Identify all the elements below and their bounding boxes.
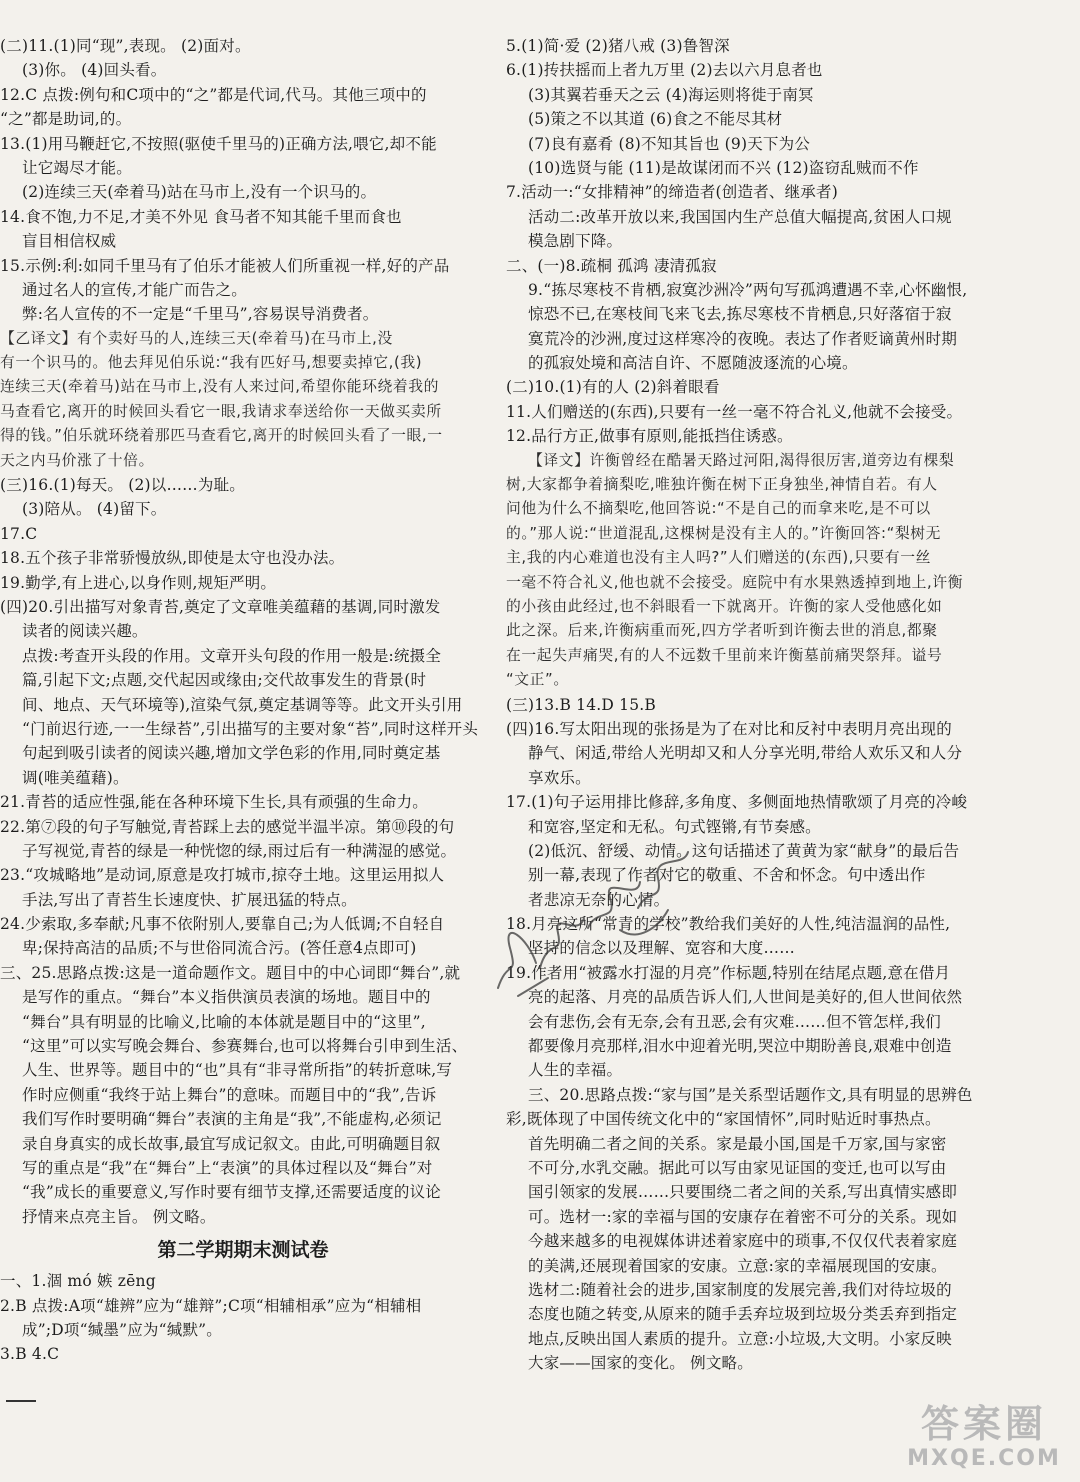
text-line: 在一起失声痛哭,有的人不远数千里前来许衡墓前痛哭祭拜。谥号 (506, 646, 943, 664)
text-line: (7)良有嘉肴 (8)不知其旨也 (9)天下为公 (528, 134, 811, 153)
text-line: 间、地点、天气环境等),渲染气氛,奠定基调等等。此文开头引用 (22, 695, 463, 714)
text-line: 亮的起落、月亮的品质告诉人们,人世间是美好的,但人世间依然 (528, 988, 963, 1007)
text-line: 23.“攻城略地”是动词,原意是攻打城市,掠夺土地。这里运用拟人 (0, 866, 445, 885)
text-line: 国引领家的发展……只要围绕二者之间的关系,写出真情实感即 (528, 1183, 958, 1202)
text-line: 地点,反映出国人素质的提升。立意:小垃圾,大文明。小家反映 (528, 1329, 952, 1348)
section-title: 第二学期期末测试卷 (157, 1239, 329, 1262)
text-line: 树,大家都争着摘梨吃,唯独许衡在树下正身独坐,神情自若。有人 (506, 476, 938, 494)
text-line: 寞荒冷的沙洲,度过这样寒冷的夜晚。表达了作者贬谪黄州时期 (528, 329, 958, 348)
text-line: (2)低沉、舒缓、动情。这句话描述了黄黄为家“献身”的最后告 (528, 841, 960, 860)
text-line: 有一个识马的。他去拜见伯乐说:“我有匹好马,想要卖掉它,(我) (0, 354, 423, 372)
text-line: 13.(1)用马鞭赶它,不按照(驱使千里马的)正确方法,喂它,却不能 (0, 134, 437, 153)
text-line: 一、1.涸 mó 嫉 zēng (0, 1272, 156, 1291)
text-line: 22.第⑦段的句子写触觉,青苔踩上去的感觉半温半凉。第⑩段的句 (0, 817, 455, 836)
text-line: 此之深。后来,许衡病重而死,四方学者听到许衡去世的消息,都聚 (506, 622, 938, 640)
text-line: 的。”那人说:“世道混乱,这棵树是没有主人的。”许衡回答:“梨树无 (506, 524, 942, 542)
text-line: 态度也随之转变,从原来的随手丢弃垃圾到垃圾分类丢弃到指定 (528, 1305, 958, 1324)
text-line: 9.“拣尽寒枝不肯栖,寂寞沙洲冷”两句写孤鸿遭遇不幸,心怀幽恨, (528, 280, 968, 299)
text-line: 句起到吸引读者的阅读兴趣,增加文学色彩的作用,同时奠定基 (22, 744, 441, 763)
handwritten-scribble (488, 838, 728, 1008)
text-line: 马查看它,离开的时候回头看它一眼,我请求奉送给你一天做买卖所 (0, 402, 442, 420)
text-line: 【乙译文】有个卖好马的人,连续三天(牵着马)在马市上,没 (0, 329, 393, 347)
text-line: (10)选贤与能 (11)是故谋闭而不兴 (12)盗窃乱贼而不作 (528, 158, 919, 177)
text-line: 天之内马价涨了十倍。 (0, 451, 154, 469)
text-line: 和宽容,坚定和无私。句式铿锵,有节奏感。 (528, 817, 821, 836)
text-line: 17.(1)句子运用排比修辞,多角度、多侧面地热情歌颂了月亮的冷峻 (506, 793, 968, 812)
text-line: 模急剧下降。 (528, 232, 623, 251)
text-line: “这里”可以实写晚会舞台、参赛舞台,也可以将舞台引申到生活、 (22, 1037, 468, 1056)
text-line: 人生、世界等。题目中的“也”具有“非寻常所指”的转折意味,写 (22, 1061, 453, 1080)
text-line: (3)陪从。 (4)留下。 (22, 500, 167, 519)
text-line: 让它竭尽才能。 (22, 158, 132, 177)
text-line: 大家——国家的变化。 例文略。 (528, 1354, 753, 1373)
text-line: 一毫不符合礼义,他也就不会接受。庭院中有水果熟透掉到地上,许衡 (506, 573, 964, 591)
text-line: 子写视觉,青苔的绿是一种恍惚的绿,雨过后有一种满湿的感觉。 (22, 841, 457, 860)
text-line: 三、20.思路点拨:“家与国”是关系型话题作文,具有明显的思辨色 (528, 1085, 973, 1104)
text-line: 录自身真实的成长故事,最宜写成记叙文。由此,可明确题目叙 (22, 1134, 441, 1153)
text-line: 5.(1)简·爱 (2)猪八戒 (3)鲁智深 (506, 37, 730, 55)
text-line: 24.少索取,多奉献;凡事不依附别人,要靠自己;为人低调;不自轻自 (0, 915, 445, 934)
text-line: (三)13.B 14.D 15.B (506, 695, 657, 714)
text-line: 的孤寂处境和高洁自许、不愿随波逐流的心境。 (528, 354, 858, 373)
text-line: 选材二:随着社会的进步,国家制度的发展完善,我们对待垃圾的 (528, 1280, 952, 1299)
text-line: 14.食不饱,力不足,才美不外见 食马者不知其能千里而食也 (0, 207, 402, 226)
text-line: 会有悲伤,会有无奈,会有丑恶,会有灾难……但不管怎样,我们 (528, 1012, 942, 1031)
text-line: 21.青苔的适应性强,能在各种环境下生长,具有顽强的生命力。 (0, 793, 429, 812)
text-line: 7.活动一:“女排精神”的缔造者(创造者、继承者) (506, 183, 838, 202)
text-line: 静气、闲适,带给人光明却又和人分享光明,带给人欢乐又和人分 (528, 744, 963, 763)
text-line: 者悲凉无奈的心情。 (528, 890, 670, 909)
text-line: 不可分,水乳交融。据此可以写由家见证国的变迁,也可以写由 (528, 1158, 947, 1177)
watermark-bottom-text: MXQE.COM (907, 1446, 1061, 1471)
text-line: 二、(一)8.疏桐 孤鸿 凄清孤寂 (506, 256, 717, 275)
text-line: (2)连续三天(牵着马)站在马市上,没有一个识马的。 (22, 183, 377, 202)
text-line: 调(唯美蕴藉)。 (22, 768, 129, 787)
text-line: 卑;保持高洁的品质;不与世俗同流合污。(答任意4点即可) (22, 939, 417, 958)
text-line: 的小孩由此经过,也不斜眼看一下就离开。许衡的家人受他感化如 (506, 597, 943, 615)
text-line: 都要像月亮那样,泪水中迎着光明,哭泣中期盼善良,艰难中创造 (528, 1037, 952, 1056)
text-line: (四)16.写太阳出现的张扬是为了在对比和反衬中表明月亮出现的 (506, 719, 952, 738)
text-line: 首先明确二者之间的关系。家是最小国,国是千万家,国与家密 (528, 1134, 947, 1153)
text-line: 今越来越多的电视媒体讲述着家庭中的琐事,不仅仅代表着家庭 (528, 1232, 958, 1251)
text-line: 19.勤学,有上进心,以身作则,规矩严明。 (0, 573, 277, 592)
text-line: (二)11.(1)同“现”,表现。 (2)面对。 (0, 37, 251, 55)
text-line: (二)10.(1)有的人 (2)斜着眼看 (506, 378, 720, 397)
text-line: 19.作者用“被露水打湿的月亮”作标题,特别在结尾点题,意在借月 (506, 963, 951, 982)
text-line: 盲目相信权威 (22, 232, 117, 251)
text-line: 写的重点是“我”在“舞台”上“表演”的具体过程以及“舞台”对 (22, 1158, 433, 1177)
text-line: 篇,引起下文;点题,交代起因或缘由;交代故事发生的背景(时 (22, 671, 427, 690)
text-line: 读者的阅读兴趣。 (22, 622, 148, 641)
text-line: 12.C 点拨:例句和C项中的“之”都是代词,代马。其他三项中的 (0, 85, 427, 104)
text-line: 3.B 4.C (0, 1345, 60, 1364)
text-line: 的美满,还展现着国家的安康。立意:家的幸福展现国的安康。 (528, 1256, 947, 1275)
watermark-logo (898, 1402, 1070, 1476)
text-line: 成”;D项“缄墨”应为“缄默”。 (22, 1320, 222, 1339)
page-number-rule (6, 1400, 36, 1402)
text-line: 活动二:改革开放以来,我国国内生产总值大幅提高,贫困人口规 (528, 207, 952, 226)
text-line: 可。选材一:家的幸福与国的安康存在着密不可分的关系。现如 (528, 1207, 958, 1226)
left-column (0, 34, 486, 1367)
text-line: 6.(1)抟扶摇而上者九万里 (2)去以六月息者也 (506, 61, 823, 80)
text-line: 别一幕,表现了作者对它的敬重、不舍和怀念。句中透出作 (528, 866, 926, 885)
text-line: 15.示例:利:如同千里马有了伯乐才能被人们所重视一样,好的产品 (0, 256, 450, 275)
text-line: (3)其翼若垂天之云 (4)海运则将徙于南冥 (528, 85, 814, 104)
text-line: 彩,既体现了中国传统文化中的“家国情怀”,同时贴近时事热点。 (506, 1110, 941, 1129)
text-line: “文正”。 (506, 671, 569, 689)
right-column (506, 34, 984, 1375)
text-line: “我”成长的重要意义,写作时要有细节支撑,还需要适度的议论 (22, 1183, 442, 1202)
text-line: (3)你。 (4)回头看。 (22, 61, 167, 80)
text-line: 弊:名人宣传的不一定是“千里马”,容易误导消费者。 (22, 305, 379, 324)
text-line: 得的钱。”伯乐就环绕着那匹马查看它,离开的时候回头看了一眼,一 (0, 427, 443, 445)
text-line: 通过名人的宣传,才能广而告之。 (22, 280, 247, 299)
text-line: 11.人们赠送的(东西),只要有一丝一毫不符合礼义,他就不会接受。 (506, 402, 963, 421)
text-line: 惊恐不已,在寒枝间飞来飞去,拣尽寒枝不肯栖息,只好落宿于寂 (528, 305, 952, 324)
text-line: 享欢乐。 (528, 768, 591, 787)
text-line: 人生的幸福。 (528, 1061, 623, 1080)
text-line: 作时应侧重“我终于站上舞台”的意味。而题目中的“我”,告诉 (22, 1085, 437, 1104)
text-line: 点拨:考查开头段的作用。文章开头句段的作用一般是:统摄全 (22, 646, 442, 665)
text-line: 12.品行方正,做事有原则,能抵挡住诱惑。 (506, 427, 793, 446)
text-line: 我们写作时要明确“舞台”表演的主角是“我”,不能虚构,必须记 (22, 1110, 442, 1129)
text-line: 是写作的重点。“舞台”本义指供演员表演的场地。题目中的 (22, 988, 431, 1007)
text-line: 18.五个孩子非常骄慢放纵,即使是太守也没办法。 (0, 549, 345, 568)
text-line: 坚持的信念以及理解、宽容和大度…… (528, 939, 795, 958)
text-line: 手法,写出了青苔生长速度快、扩展迅猛的特点。 (22, 890, 357, 909)
text-line: 连续三天(牵着马)站在马市上,没有人来过问,希望你能环绕着我的 (0, 378, 440, 396)
text-line: (三)16.(1)每天。 (2)以……为耻。 (0, 476, 245, 495)
text-line: 17.C (0, 524, 38, 543)
text-line: (5)策之不以其道 (6)食之不能尽其材 (528, 110, 783, 129)
text-line: 主,我的内心难道也没有主人吗?”人们赠送的(东西),只要有一丝 (506, 549, 931, 567)
text-line: 2.B 点拨:A项“雄辨”应为“雄辩”;C项“相辅相承”应为“相辅相 (0, 1296, 422, 1315)
text-line: “舞台”具有明显的比喻义,比喻的本体就是题目中的“这里”, (22, 1012, 426, 1031)
text-line: 18.月亮这所“常青的学校”教给我们美好的人性,纯洁温润的品性, (506, 915, 951, 934)
text-line: 【译文】许衡曾经在酷暑天路过河阳,渴得很厉害,道旁边有棵梨 (528, 451, 955, 469)
text-line: (四)20.引出描写对象青苔,奠定了文章唯美蕴藉的基调,同时激发 (0, 597, 441, 616)
text-line: “之”都是助词,的。 (0, 110, 132, 129)
text-line: “门前迟行迹,一一生绿苔”,引出描写的主要对象“苔”,同时这样开头 (22, 719, 479, 738)
text-line: 问他为什么不摘梨吃,他回答说:“不是自己的而拿来吃,是不可以 (506, 500, 931, 518)
watermark-top-text: 答案圈 (920, 1402, 1047, 1446)
text-line: 三、25.思路点拨:这是一道命题作文。题目中的中心词即“舞台”,就 (0, 963, 461, 982)
text-line: 抒情来点亮主旨。 例文略。 (22, 1207, 216, 1226)
